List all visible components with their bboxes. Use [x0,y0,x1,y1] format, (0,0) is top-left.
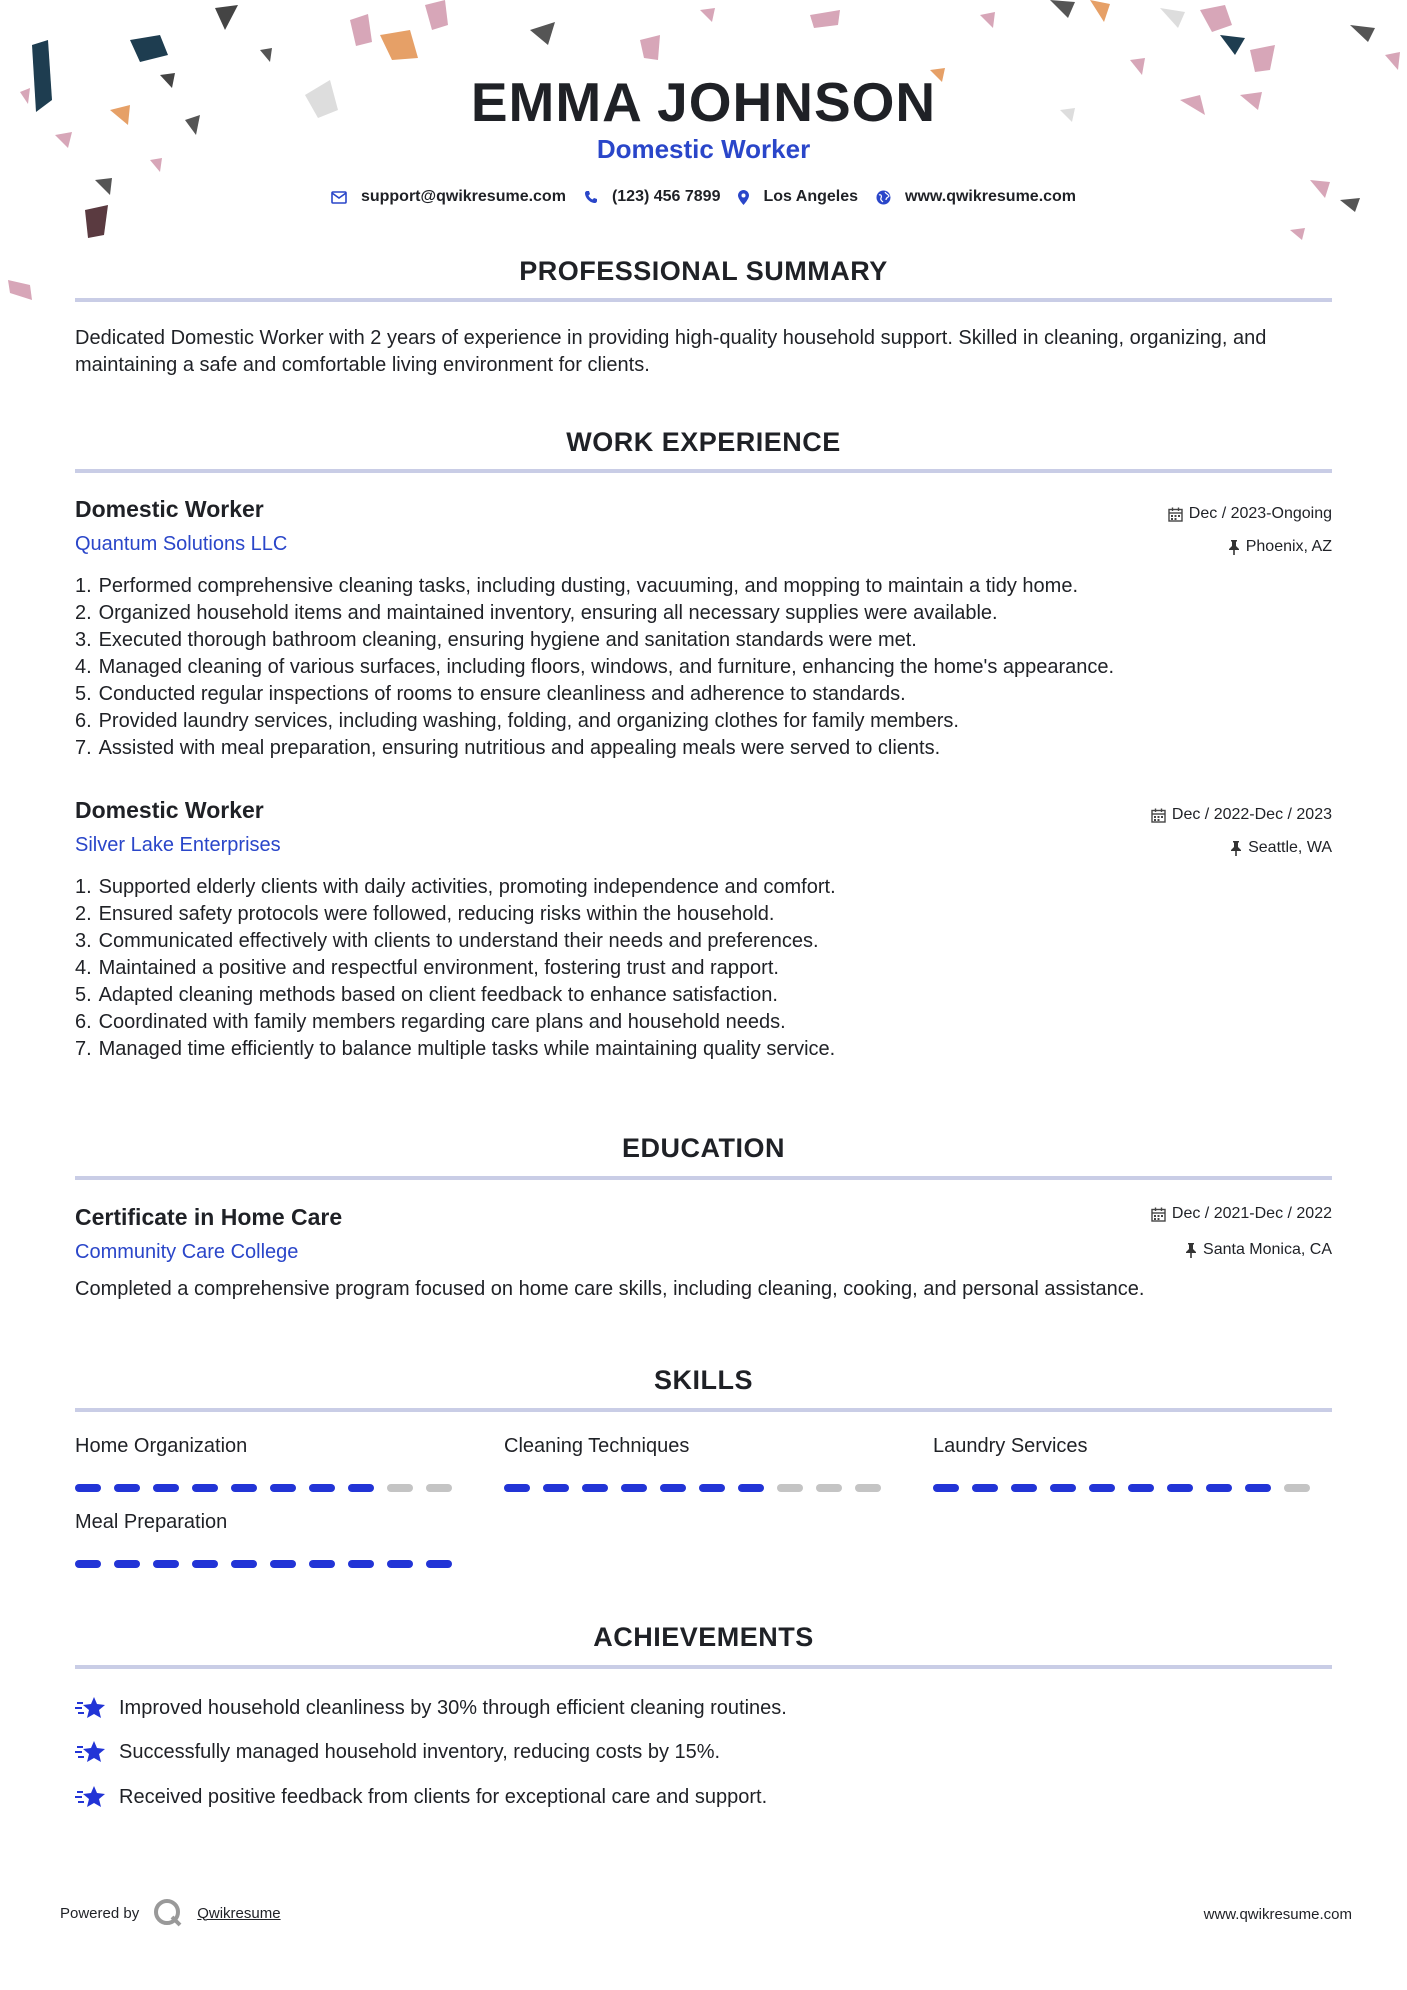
education-dates-text: Dec / 2021-Dec / 2022 [1171,1205,1332,1222]
list-item: 3. Executed thorough bathroom cleaning, ensuring hygiene and sanitation standards were met. [75,629,917,651]
list-item: 1. Performed comprehensive cleaning tasks, including dusting, vacuuming, and mopping to maintain a tidy home. [75,575,1078,597]
skill-segment-filled [270,1484,296,1492]
contact-website[interactable] [876,188,1076,206]
skill-segment-filled [738,1484,764,1492]
list-item: 7. Assisted with meal preparation, ensuring nutritious and appealing meals were served to clients. [75,737,941,759]
job-dates-text: Dec / 2022-Dec / 2023 [1171,806,1332,823]
job-dates [1151,806,1332,824]
achievement-text: Received positive feedback from clients for exceptional care and support. [119,1785,768,1808]
skill-segment-filled [1128,1484,1154,1492]
skill-segment-filled [192,1560,218,1568]
skills-divider [75,1408,1332,1412]
skill-segment-filled [504,1484,530,1492]
achievement-item [75,1783,767,1811]
skill-segment-empty [777,1484,803,1492]
job-title: Domestic Worker [75,797,264,823]
contact-bar [75,188,1332,206]
skill-segment-filled [309,1484,335,1492]
list-item: 6. Provided laundry services, including washing, folding, and organizing clothes for family members. [75,710,959,732]
company-name: Silver Lake Enterprises [75,834,281,856]
skill-name: Home Organization [75,1435,248,1457]
skill-segment-filled [933,1484,959,1492]
skill-level-bar [933,1484,1310,1492]
skill-segment-filled [1245,1484,1271,1492]
contact-phone[interactable] [584,188,721,206]
education-location [1185,1241,1332,1259]
skill-name: Meal Preparation [75,1511,228,1533]
education-divider [75,1176,1332,1180]
contact-email[interactable] [331,188,566,206]
job-responsibilities-list [75,573,1332,762]
education-location-text: Santa Monica, CA [1203,1241,1332,1258]
skill-segment-filled [1050,1484,1076,1492]
skill-segment-filled [972,1484,998,1492]
skill-level-bar [75,1560,452,1568]
list-item: 5. Conducted regular inspections of rooms to ensure cleanliness and adherence to standards. [75,683,906,705]
job-dates [1168,505,1332,523]
skill-segment-filled [699,1484,725,1492]
qwikresume-logo-icon [153,1898,183,1928]
summary-divider [75,298,1332,302]
company-name: Quantum Solutions LLC [75,533,288,555]
job-title: Domestic Worker [75,496,264,522]
achievement-text: Improved household cleanliness by 30% through efficient cleaning routines. [119,1696,787,1719]
skill-segment-empty [1284,1484,1310,1492]
skill-level-bar [75,1484,452,1492]
footer-website[interactable]: www.qwikresume.com [1203,1906,1352,1923]
skills-heading: SKILLS [653,1365,753,1395]
job-dates-text: Dec / 2023-Ongoing [1188,505,1332,522]
skill-segment-filled [309,1560,335,1568]
star-icon [75,1738,107,1766]
list-item: 3. Communicated effectively with clients to understand their needs and preferences. [75,930,819,952]
qwikresume-link[interactable]: Qwikresume [197,1904,281,1922]
skill-segment-empty [426,1484,452,1492]
list-item: 7. Managed time efficiently to balance multiple tasks while maintaining quality service. [75,1038,836,1060]
calendar-icon [1168,507,1183,522]
education-heading: EDUCATION [622,1133,785,1163]
skill-segment-filled [75,1484,101,1492]
skill-segment-filled [660,1484,686,1492]
experience-heading: WORK EXPERIENCE [566,427,841,457]
skill-segment-filled [426,1560,452,1568]
achievements-heading: ACHIEVEMENTS [593,1622,814,1652]
skill-segment-filled [387,1560,413,1568]
skill-segment-filled [153,1560,179,1568]
skill-segment-filled [1167,1484,1193,1492]
contact-phone-text: (123) 456 7899 [611,188,721,205]
skill-segment-filled [75,1560,101,1568]
list-item: 2. Ensured safety protocols were followed, reducing risks within the household. [75,903,775,925]
school-name: Community Care College [75,1241,299,1263]
contact-location-text: Los Angeles [763,188,859,205]
skill-segment-filled [543,1484,569,1492]
list-item: 4. Maintained a positive and respectful environment, fostering trust and rapport. [75,957,779,979]
skill-level-bar [504,1484,881,1492]
calendar-icon [1151,1207,1166,1222]
achievements-divider [75,1665,1332,1669]
skill-segment-filled [1206,1484,1232,1492]
skill-name: Cleaning Techniques [504,1435,690,1457]
degree-title: Certificate in Home Care [75,1204,343,1230]
calendar-icon [1151,808,1166,823]
skill-segment-filled [231,1484,257,1492]
education-dates [1151,1205,1332,1223]
pushpin-icon [1230,841,1242,856]
contact-email-text: support@qwikresume.com [360,188,566,205]
phone-icon [584,190,598,204]
job-location-text: Seattle, WA [1248,839,1332,856]
list-item: 4. Managed cleaning of various surfaces, including floors, windows, and furniture, enhancing the home's appearance. [75,656,1115,678]
skill-segment-empty [816,1484,842,1492]
skill-segment-filled [621,1484,647,1492]
skill-segment-filled [270,1560,296,1568]
summary-heading: PROFESSIONAL SUMMARY [519,256,888,286]
skill-segment-empty [855,1484,881,1492]
candidate-name: EMMA JOHNSON [470,71,937,133]
skill-segment-filled [231,1560,257,1568]
location-pin-icon [738,190,749,205]
footer-powered-by [60,1898,281,1928]
skill-segment-filled [348,1484,374,1492]
achievement-item [75,1694,787,1722]
mail-icon [331,191,347,204]
achievement-text: Successfully managed household inventory, reducing costs by 15%. [119,1740,721,1763]
list-item: 5. Adapted cleaning methods based on client feedback to enhance satisfaction. [75,984,778,1006]
candidate-role: Domestic Worker [596,134,811,164]
pushpin-icon [1185,1243,1197,1258]
pushpin-icon [1228,540,1240,555]
experience-divider [75,469,1332,473]
list-item: 6. Coordinated with family members regarding care plans and household needs. [75,1011,786,1033]
skill-segment-empty [387,1484,413,1492]
skill-segment-filled [582,1484,608,1492]
star-icon [75,1783,107,1811]
list-item: 2. Organized household items and maintained inventory, ensuring all necessary supplies were available. [75,602,998,624]
job-location [1230,839,1332,857]
powered-by-label: Powered by [60,1904,140,1922]
skill-segment-filled [153,1484,179,1492]
contact-website-text: www.qwikresume.com [905,188,1077,205]
contact-location [738,188,858,206]
skill-segment-filled [114,1484,140,1492]
skill-segment-filled [192,1484,218,1492]
skill-segment-filled [114,1560,140,1568]
job-location [1228,538,1332,556]
summary-text: Dedicated Domestic Worker with 2 years of experience in providing high-quality household support. Skilled in cleaning, organizing, and maintaining a safe and comfortable living environment for clients. [75,327,1267,376]
star-icon [75,1694,107,1722]
skill-segment-filled [1089,1484,1115,1492]
skill-segment-filled [348,1560,374,1568]
education-description: Completed a comprehensive program focused on home care skills, including cleaning, cooking, and personal assistance. [75,1278,1145,1300]
skill-segment-filled [1011,1484,1037,1492]
job-location-text: Phoenix, AZ [1245,538,1332,555]
list-item: 1. Supported elderly clients with daily activities, promoting independence and comfort. [75,876,836,898]
skill-name: Laundry Services [933,1435,1088,1457]
achievement-item [75,1738,720,1766]
globe-icon [876,190,891,205]
job-responsibilities-list [75,874,1332,1063]
